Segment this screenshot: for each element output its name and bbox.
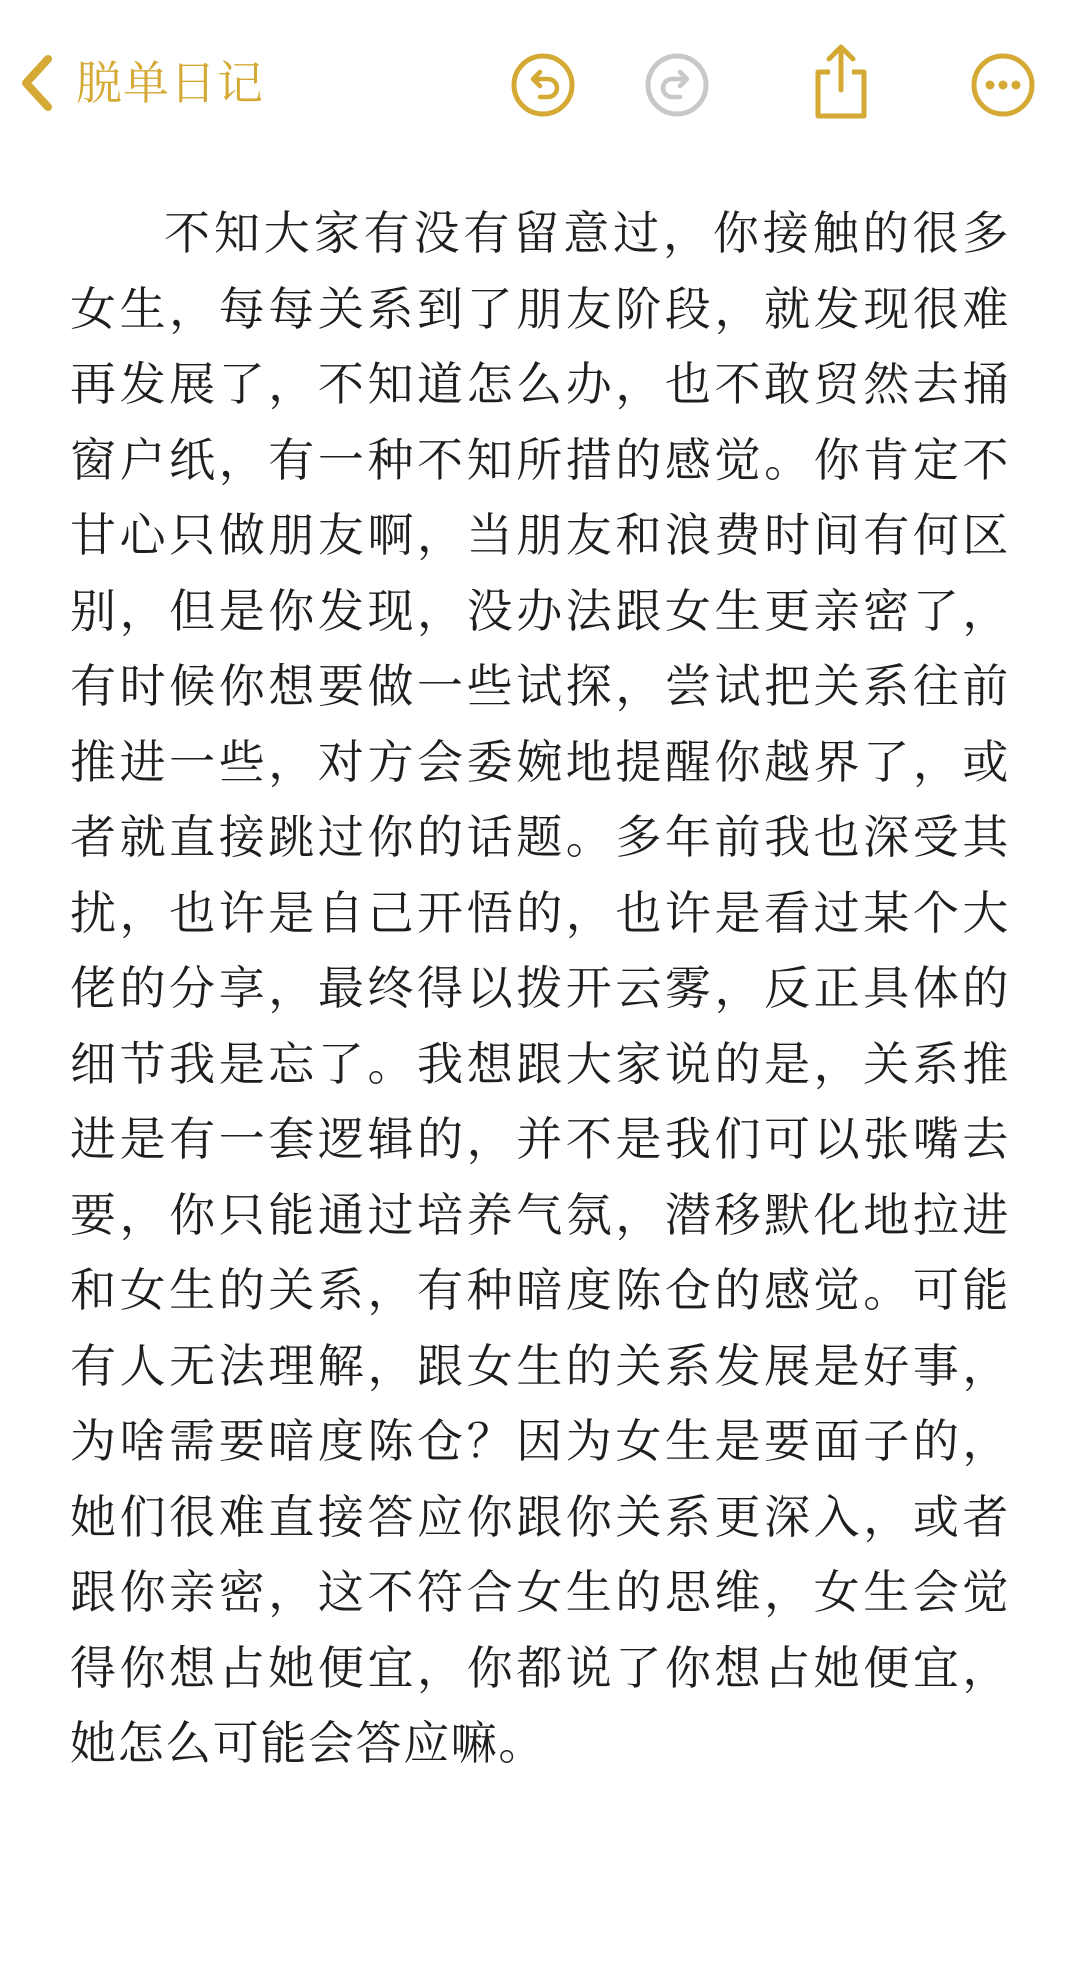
undo-icon (510, 52, 576, 118)
redo-icon (644, 52, 710, 118)
more-icon (970, 52, 1036, 118)
note-body[interactable]: 不知大家有没有留意过，你接触的很多女生，每每关系到了朋友阶段，就发现很难再发展了，不知道怎么办，也不敢贸然去捅窗户纸，有一种不知所措的感觉。你肯定不甘心只做朋友啊，当朋友和浪费时间有何区别，但是你发现，没办法跟女生更亲密了，有时候你想要做一些试探，尝试把关系往前推进一些，对方会委婉地提醒你越界了，或者就直接跳过你的话题。多年前我也深受其扰，也许是自己开悟的，也许是看过某个大佬的分享，最终得以拨开云雾，反正具体的细节我是忘了。我想跟大家说的是，关系推进是有一套逻辑的，并不是我们可以张嘴去要，你只能通过培养气氛，潜移默化地拉进和女生的关系，有种暗度陈仓的感觉。可能有人无法理解，跟女生的关系发展是好事，为啥需要暗度陈仓？因为女生是要面子的，她们很难直接答应你跟你关系更深入，或者跟你亲密，这不符合女生的思维，女生会觉得你想占她便宜，你都说了你想占她便宜，她怎么可能会答应嘛。 (70, 206, 1010, 1770)
chevron-left-icon (20, 54, 54, 112)
note-toolbar (0, 0, 1080, 160)
undo-button[interactable] (510, 52, 576, 118)
redo-button[interactable] (644, 52, 710, 118)
share-icon (808, 42, 874, 120)
share-button[interactable] (808, 42, 874, 120)
back-label: 脱单日记 (76, 56, 264, 110)
back-button[interactable] (20, 48, 264, 118)
more-button[interactable] (970, 52, 1036, 118)
